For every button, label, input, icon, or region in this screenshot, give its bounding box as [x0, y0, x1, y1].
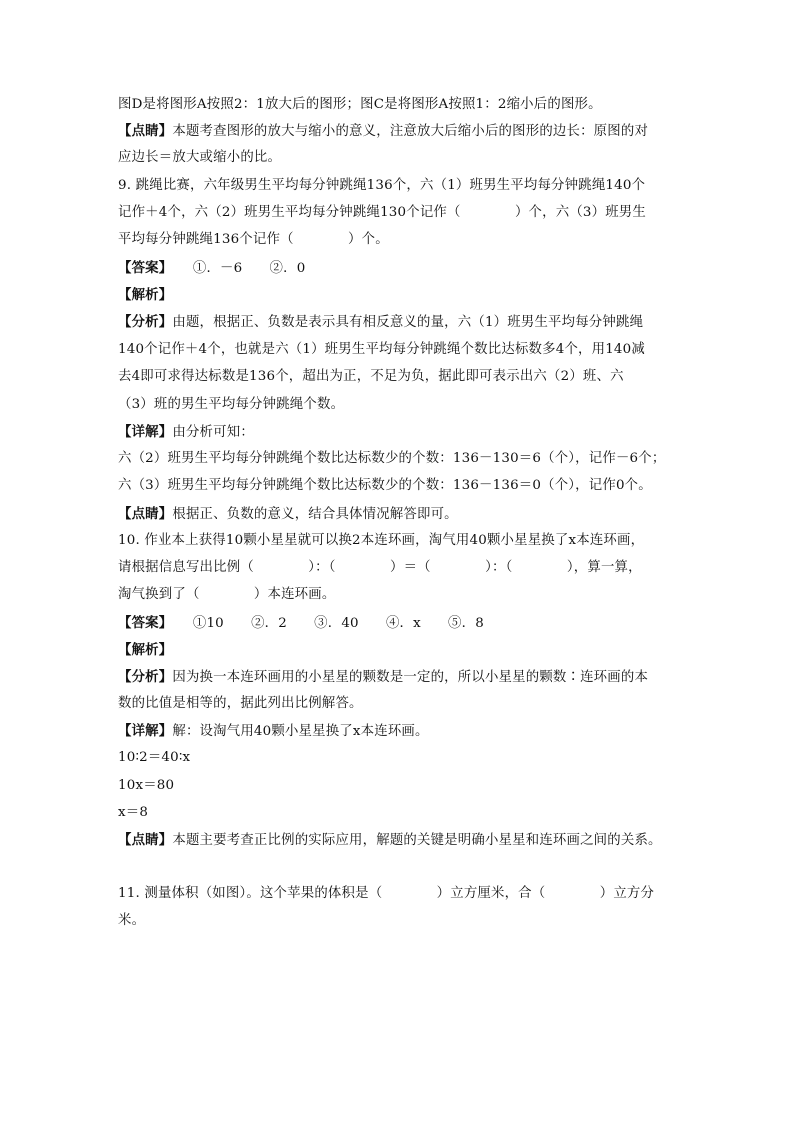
text-line: 请根据信息写出比例（ ）：（ ）＝（ ）：（ ），算一算， — [118, 560, 642, 575]
question-10: 10. 作业本上获得10颗小星星就可以换2本连环画，淘气用40颗小星星换了x本连环画， — [118, 533, 645, 548]
section-label: 【点睛】 — [118, 832, 173, 848]
text-line: 数的比值是相等的，据此列出比例解答。 — [118, 696, 363, 711]
text-line: 【详解】解：设淘气用40颗小星星换了x本连环画。 — [118, 723, 429, 739]
text-line: 140个记作＋4个，也就是六（1）班男生平均每分钟跳绳个数比达标数多4个，用140减 — [118, 342, 645, 357]
section-label: 【点睛】 — [118, 123, 173, 139]
text-line: 【详解】由分析可知： — [118, 424, 254, 440]
text-line: 米。 — [118, 913, 146, 928]
section-label: 【解析】 — [118, 287, 173, 303]
text-line: 六（3）班男生平均每分钟跳绳个数比达标数少的个数：136－136＝0（个），记作0个。 — [118, 478, 652, 493]
text-line: 【分析】因为换一本连环画用的小星星的颗数是一定的，所以小星星的颗数∶连环画的本 — [118, 669, 649, 685]
text-line: 六（2）班男生平均每分钟跳绳个数比达标数少的个数：136－130＝6（个），记作－6个； — [118, 451, 666, 466]
text-line: 【分析】由题，根据正、负数是表示具有相反意义的量，六（1）班男生平均每分钟跳绳 — [118, 314, 644, 330]
equation-line: x＝8 — [118, 805, 149, 820]
section-label: 【答案】 — [118, 615, 166, 631]
section-label: 【分析】 — [118, 669, 173, 685]
text-line: 【点睛】本题主要考查正比例的实际应用，解题的关键是明确小星星和连环画之间的关系。 — [118, 832, 662, 848]
text-line: 图D是将图形A按照2：1放大后的图形；图C是将图形A按照1：2缩小后的图形。 — [118, 97, 602, 112]
text-line: 平均每分钟跳绳136个记作（ ）个。 — [118, 232, 389, 247]
text-line — [118, 640, 734, 661]
section-label: 【分析】 — [118, 314, 173, 330]
text-line: 【点睛】本题考查图形的放大与缩小的意义，注意放大后缩小后的图形的边长：原图的对 — [118, 123, 649, 139]
text-line: （3）班的男生平均每分钟跳绳个数。 — [118, 397, 345, 412]
equation-line: 10∶2＝40∶x — [118, 750, 191, 765]
section-label: 【详解】 — [118, 424, 173, 440]
text-line — [118, 285, 734, 306]
section-label: 【详解】 — [118, 723, 173, 739]
question-11: 11. 测量体积（如图）。这个苹果的体积是（ ）立方厘米，合（ ）立方分 — [118, 886, 655, 901]
text-line: 【点睛】根据正、负数的意义，结合具体情况解答即可。 — [118, 506, 458, 522]
section-label: 【答案】 — [118, 260, 166, 276]
answer-line: 【答案】 ①10 ②．2 ③．40 ④．x ⑤．8 — [118, 615, 484, 631]
equation-line: 10x＝80 — [118, 778, 175, 793]
text-line: 去4即可求得达标数是136个，超出为正，不足为负，据此即可表示出六（2）班、六 — [118, 369, 624, 384]
text-line: 应边长＝放大或缩小的比。 — [118, 150, 282, 165]
section-label: 【解析】 — [118, 642, 173, 658]
text-line: 淘气换到了（ ）本连环画。 — [118, 587, 336, 602]
text-line: 记作＋4个，六（2）班男生平均每分钟跳绳130个记作（ ）个，六（3）班男生 — [118, 205, 646, 220]
answer-line: 【答案】 ①．－6 ②．0 — [118, 260, 306, 276]
question-9: 9. 跳绳比赛，六年级男生平均每分钟跳绳136个，六（1）班男生平均每分钟跳绳140个 — [118, 178, 646, 193]
section-label: 【点睛】 — [118, 506, 173, 522]
